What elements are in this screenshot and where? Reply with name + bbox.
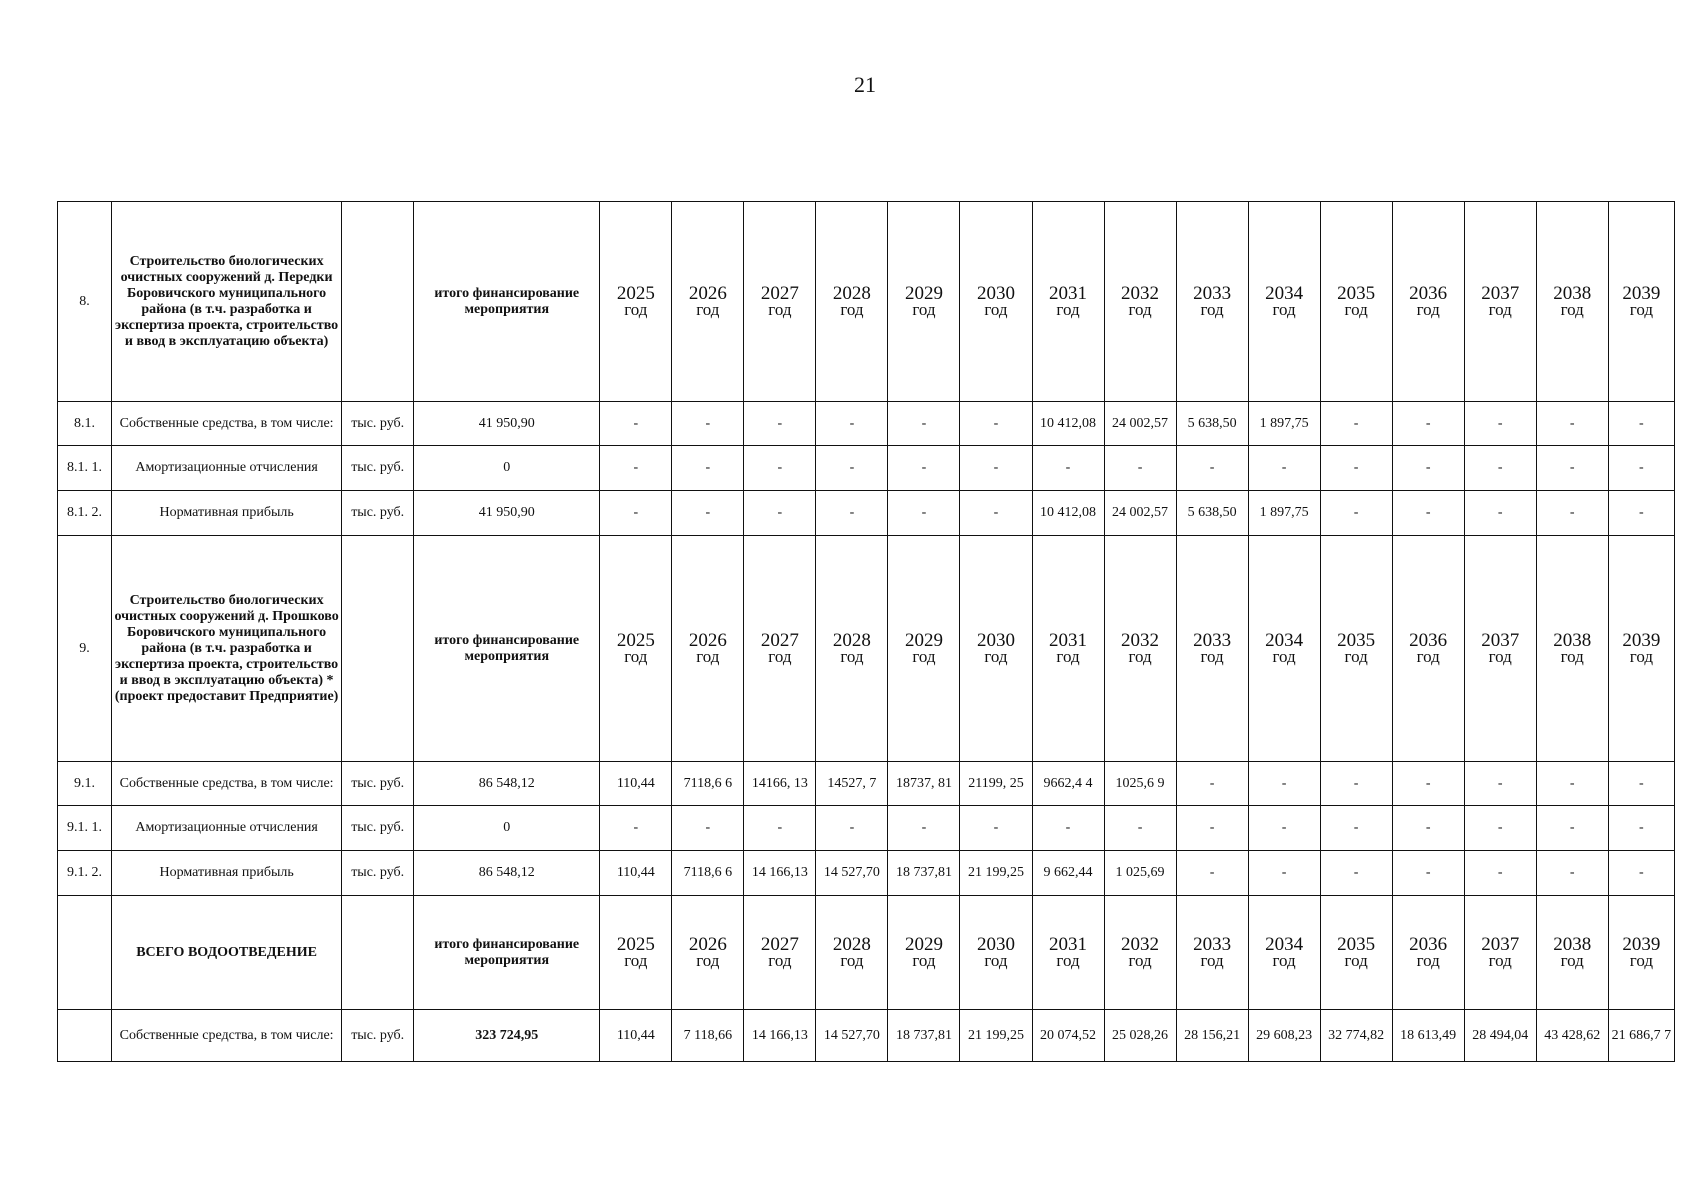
year-header [1536,896,1608,1010]
year-value: - [1536,402,1608,446]
year-label: год [1200,646,1224,666]
year-header [1320,202,1392,402]
year-number: 2036 [1409,933,1448,955]
year-value: - [1176,806,1248,851]
section-title: Строительство биологических очистных сооружений д. Прошково Боровичского муниципального района (в т.ч. разработка и экспертиза проекта, строительство и ввод в эксплуатацию объекта) * (проект предоставит Предприятие) [112,536,342,762]
year-number: 2033 [1193,629,1232,651]
year-header [1032,202,1104,402]
year-value: - [744,446,816,491]
year-number: 2030 [976,933,1015,955]
row-total: 41 950,90 [414,491,600,536]
row-total: 0 [414,806,600,851]
year-label: год [1560,950,1584,970]
year-header [1176,202,1248,402]
year-value: - [1032,806,1104,851]
year-header [600,536,672,762]
year-value: - [1608,762,1674,806]
year-number: 2026 [688,282,727,304]
year-label: год [1056,646,1080,666]
year-number: 2039 [1622,933,1661,955]
year-value: - [1176,851,1248,896]
year-label: год [1488,299,1512,319]
year-label: год [984,950,1008,970]
year-value: - [960,402,1032,446]
year-label: год [768,299,792,319]
year-value: - [816,446,888,491]
row-number: 8.1. 2. [58,491,112,536]
year-value: - [1608,446,1674,491]
year-header [888,896,960,1010]
year-value: 10 412,08 [1032,402,1104,446]
year-number: 2025 [616,282,655,304]
year-value: 14166, 13 [744,762,816,806]
year-value: - [1392,851,1464,896]
year-value: 110,44 [600,1010,672,1062]
year-value: - [600,402,672,446]
year-value: - [744,806,816,851]
year-header [1104,896,1176,1010]
year-value: 1 897,75 [1248,402,1320,446]
year-value: - [1464,851,1536,896]
row-unit: тыс. руб. [342,402,414,446]
year-value: - [1392,762,1464,806]
year-header [1392,536,1464,762]
year-label: год [912,950,936,970]
financing-table [57,201,1675,1062]
year-number: 2036 [1409,629,1448,651]
year-header [1608,536,1674,762]
year-number: 2039 [1622,282,1661,304]
year-number: 2027 [760,933,799,955]
row-name: Амортизационные отчисления [112,806,342,851]
year-value: - [1608,806,1674,851]
year-label: год [768,950,792,970]
row-unit: тыс. руб. [342,491,414,536]
row-total: 41 950,90 [414,402,600,446]
year-header [1176,896,1248,1010]
year-value: 18 613,49 [1392,1010,1464,1062]
year-number: 2037 [1481,933,1520,955]
row-unit: тыс. руб. [342,446,414,491]
year-value: - [1608,851,1674,896]
year-number: 2034 [1265,629,1304,651]
year-value: - [1248,446,1320,491]
row-total: 0 [414,446,600,491]
year-number: 2035 [1337,282,1376,304]
year-header [1464,536,1536,762]
year-value: - [1176,446,1248,491]
year-label: год [984,646,1008,666]
year-label: год [1416,646,1440,666]
section-header-row [58,536,1675,762]
year-label: год [912,299,936,319]
year-value: - [1536,806,1608,851]
year-value: - [888,402,960,446]
year-value: - [1536,851,1608,896]
year-value: 14527, 7 [816,762,888,806]
year-number: 2036 [1409,282,1448,304]
year-header [1032,536,1104,762]
itogo-label: итого финансирование мероприятия [414,536,600,762]
year-value: - [1320,402,1392,446]
year-number: 2031 [1049,282,1088,304]
year-header [1392,202,1464,402]
year-value: 9662,4 4 [1032,762,1104,806]
year-label: год [1200,950,1224,970]
year-label: год [1629,299,1653,319]
year-value: 43 428,62 [1536,1010,1608,1062]
year-value: - [672,402,744,446]
year-label: год [1272,950,1296,970]
year-label: год [696,299,720,319]
year-label: год [1344,299,1368,319]
year-value: 14 527,70 [816,851,888,896]
year-header [1104,202,1176,402]
year-value: - [1536,491,1608,536]
year-header [816,536,888,762]
year-value: 25 028,26 [1104,1010,1176,1062]
year-value: 21 199,25 [960,851,1032,896]
year-value: 10 412,08 [1032,491,1104,536]
section-header-row [58,202,1675,402]
year-value: - [1320,762,1392,806]
year-value: - [960,446,1032,491]
year-value: 1 897,75 [1248,491,1320,536]
page-number: 21 [854,72,876,97]
year-number: 2032 [1121,629,1160,651]
row-number: 8.1. [58,402,112,446]
row-name: Нормативная прибыль [112,491,342,536]
year-value: 21 199,25 [960,1010,1032,1062]
year-number: 2027 [760,629,799,651]
year-value: - [816,402,888,446]
row-name: Амортизационные отчисления [112,446,342,491]
year-value: - [1248,851,1320,896]
row-total: 323 724,95 [414,1010,600,1062]
year-label: год [840,299,864,319]
year-value: - [1536,446,1608,491]
year-label: год [1128,950,1152,970]
year-label: год [1629,950,1653,970]
row-unit: тыс. руб. [342,1010,414,1062]
year-label: год [912,646,936,666]
year-value: 20 074,52 [1032,1010,1104,1062]
table-body [58,202,1675,1062]
year-value: - [1392,806,1464,851]
year-value: - [888,446,960,491]
year-number: 2029 [904,933,943,955]
year-header [600,202,672,402]
year-value: 7118,6 6 [672,851,744,896]
year-value: - [672,446,744,491]
year-value: 110,44 [600,851,672,896]
year-number: 2028 [832,629,871,651]
year-value: 29 608,23 [1248,1010,1320,1062]
year-label: год [1488,950,1512,970]
table-row [58,1010,1675,1062]
year-value: - [888,491,960,536]
year-value: 18 737,81 [888,1010,960,1062]
table-row [58,851,1675,896]
section-title: Строительство биологических очистных сооружений д. Передки Боровичского муниципального района (в т.ч. разработка и экспертиза проекта, строительство и ввод в эксплуатацию объекта) [112,202,342,402]
year-value: - [744,491,816,536]
year-header [816,896,888,1010]
row-unit: тыс. руб. [342,806,414,851]
row-number [58,1010,112,1062]
year-label: год [840,646,864,666]
year-value: - [600,491,672,536]
year-label: год [1128,646,1152,666]
table-row [58,402,1675,446]
unit-cell-empty [342,202,414,402]
year-value: - [1608,402,1674,446]
year-header [672,536,744,762]
year-number: 2028 [832,933,871,955]
year-value: - [1104,446,1176,491]
year-value: 1025,6 9 [1104,762,1176,806]
year-label: год [1344,646,1368,666]
year-label: год [624,299,648,319]
year-value: 18 737,81 [888,851,960,896]
year-number: 2033 [1193,282,1232,304]
year-label: год [768,646,792,666]
year-label: год [840,950,864,970]
year-label: год [696,646,720,666]
unit-cell-empty [342,536,414,762]
year-value: - [1464,806,1536,851]
year-value: 18737, 81 [888,762,960,806]
year-value: - [1464,446,1536,491]
year-label: год [1272,646,1296,666]
year-header [1320,896,1392,1010]
year-number: 2037 [1481,282,1520,304]
year-number: 2039 [1622,629,1661,651]
year-header [1248,536,1320,762]
year-header [1248,202,1320,402]
year-label: год [624,646,648,666]
table-row [58,806,1675,851]
table-row [58,762,1675,806]
section-number [58,896,112,1010]
year-label: год [1560,646,1584,666]
table-row [58,491,1675,536]
year-value: - [744,402,816,446]
year-label: год [1488,646,1512,666]
year-value: 28 156,21 [1176,1010,1248,1062]
year-number: 2028 [832,282,871,304]
year-value: - [960,491,1032,536]
year-header [1176,536,1248,762]
section-number: 9. [58,536,112,762]
year-number: 2034 [1265,282,1304,304]
year-header [1032,896,1104,1010]
year-label: год [1128,299,1152,319]
year-value: 14 166,13 [744,1010,816,1062]
year-value: - [1320,806,1392,851]
year-value: 21199, 25 [960,762,1032,806]
year-number: 2026 [688,933,727,955]
year-number: 2030 [976,629,1015,651]
row-unit: тыс. руб. [342,762,414,806]
year-header [1464,202,1536,402]
year-label: год [984,299,1008,319]
year-value: - [1608,491,1674,536]
year-label: год [1056,299,1080,319]
year-value: 32 774,82 [1320,1010,1392,1062]
year-number: 2032 [1121,933,1160,955]
year-header [960,536,1032,762]
year-label: год [1416,299,1440,319]
row-total: 86 548,12 [414,851,600,896]
year-number: 2031 [1049,629,1088,651]
row-number: 9.1. 2. [58,851,112,896]
year-value: - [672,806,744,851]
year-number: 2029 [904,282,943,304]
section-header-row [58,896,1675,1010]
year-value: - [600,806,672,851]
year-value: 7 118,66 [672,1010,744,1062]
row-name: Нормативная прибыль [112,851,342,896]
year-value: - [1104,806,1176,851]
year-label: год [1344,950,1368,970]
year-value: 1 025,69 [1104,851,1176,896]
year-header [1104,536,1176,762]
year-header [1248,896,1320,1010]
year-value: 28 494,04 [1464,1010,1536,1062]
year-header [960,202,1032,402]
year-value: - [1536,762,1608,806]
year-label: год [1416,950,1440,970]
year-header [672,896,744,1010]
table-row [58,446,1675,491]
section-title: ВСЕГО ВОДООТВЕДЕНИЕ [112,896,342,1010]
year-number: 2034 [1265,933,1304,955]
row-number: 9.1. [58,762,112,806]
year-label: год [1056,950,1080,970]
year-number: 2038 [1553,629,1592,651]
year-value: 9 662,44 [1032,851,1104,896]
year-label: год [696,950,720,970]
year-value: - [1320,446,1392,491]
year-label: год [1200,299,1224,319]
row-name: Собственные средства, в том числе: [112,762,342,806]
year-value: - [1320,491,1392,536]
unit-cell-empty [342,896,414,1010]
row-number: 8.1. 1. [58,446,112,491]
year-value: - [816,806,888,851]
year-value: 24 002,57 [1104,491,1176,536]
year-header [744,202,816,402]
year-value: 14 527,70 [816,1010,888,1062]
year-value: - [960,806,1032,851]
year-value: - [1248,762,1320,806]
year-value: - [1248,806,1320,851]
year-header [1608,202,1674,402]
year-value: 110,44 [600,762,672,806]
year-number: 2038 [1553,933,1592,955]
year-value: - [816,491,888,536]
year-number: 2035 [1337,933,1376,955]
year-value: - [1392,491,1464,536]
year-number: 2031 [1049,933,1088,955]
year-header [1320,536,1392,762]
itogo-label: итого финансирование мероприятия [414,896,600,1010]
row-total: 86 548,12 [414,762,600,806]
year-value: - [1464,402,1536,446]
year-header [600,896,672,1010]
year-header [744,896,816,1010]
year-header [816,202,888,402]
section-number: 8. [58,202,112,402]
year-number: 2037 [1481,629,1520,651]
year-number: 2035 [1337,629,1376,651]
year-value: - [1320,851,1392,896]
year-number: 2025 [616,629,655,651]
year-label: год [624,950,648,970]
row-name: Собственные средства, в том числе: [112,1010,342,1062]
year-value: 21 686,7 7 [1608,1010,1674,1062]
year-number: 2030 [976,282,1015,304]
year-value: - [1464,762,1536,806]
year-value: 5 638,50 [1176,402,1248,446]
row-number: 9.1. 1. [58,806,112,851]
year-header [1608,896,1674,1010]
year-number: 2027 [760,282,799,304]
itogo-label: итого финансирование мероприятия [414,202,600,402]
year-value: - [1176,762,1248,806]
year-value: - [1464,491,1536,536]
year-label: год [1560,299,1584,319]
year-header [1536,536,1608,762]
year-header [1536,202,1608,402]
year-header [1464,896,1536,1010]
year-header [1392,896,1464,1010]
year-value: - [1392,446,1464,491]
year-number: 2038 [1553,282,1592,304]
year-number: 2026 [688,629,727,651]
year-header [888,536,960,762]
year-value: 14 166,13 [744,851,816,896]
year-header [960,896,1032,1010]
year-number: 2029 [904,629,943,651]
row-unit: тыс. руб. [342,851,414,896]
year-header [888,202,960,402]
year-value: 7118,6 6 [672,762,744,806]
year-label: год [1272,299,1296,319]
year-value: 5 638,50 [1176,491,1248,536]
year-number: 2025 [616,933,655,955]
year-value: - [1392,402,1464,446]
year-value: 24 002,57 [1104,402,1176,446]
year-number: 2032 [1121,282,1160,304]
year-label: год [1629,646,1653,666]
year-header [744,536,816,762]
year-header [672,202,744,402]
year-value: - [888,806,960,851]
year-value: - [672,491,744,536]
year-number: 2033 [1193,933,1232,955]
year-value: - [1032,446,1104,491]
year-value: - [600,446,672,491]
row-name: Собственные средства, в том числе: [112,402,342,446]
